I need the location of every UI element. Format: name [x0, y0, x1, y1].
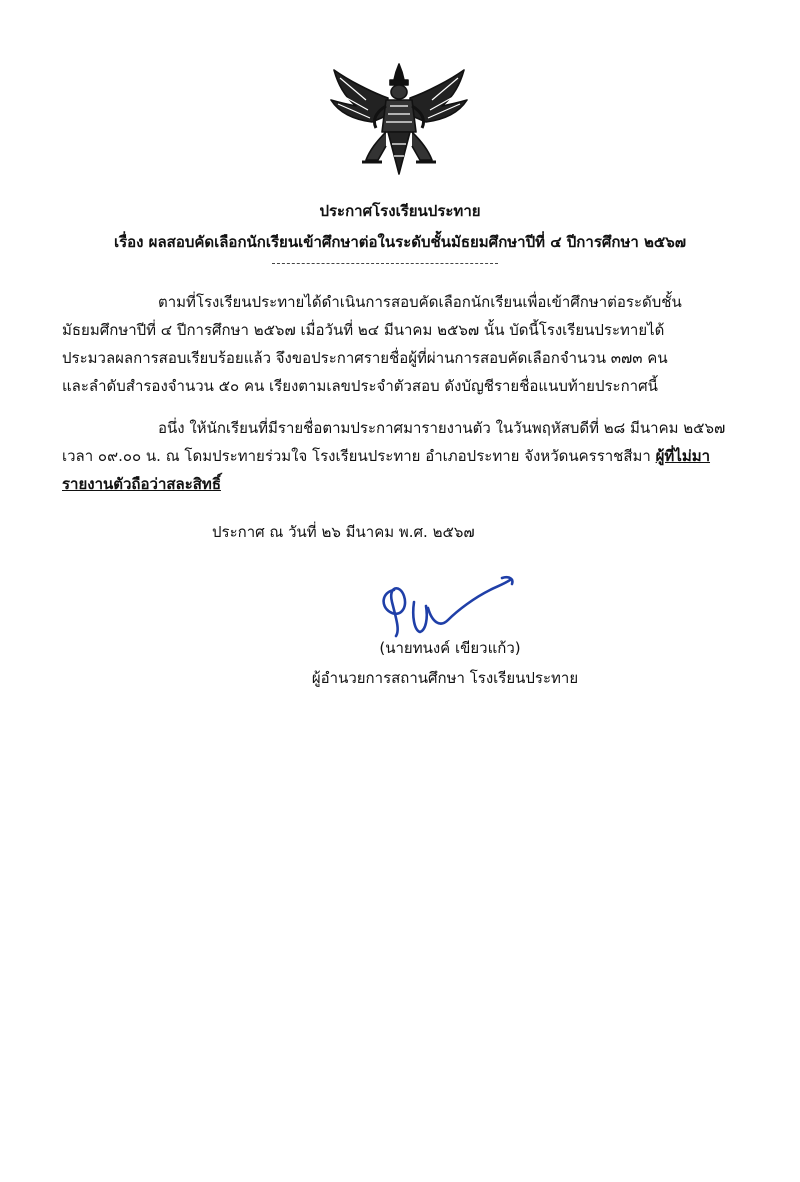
body-paragraph-2: [62, 414, 726, 498]
forfeit-warning: รายงานตัวถือว่าสละสิทธิ์: [62, 475, 221, 493]
paragraph-line: ตามที่โรงเรียนประทายได้ดำเนินการสอบคัดเลือกนักเรียนเพื่อเข้าศึกษาต่อระดับชั้น: [158, 293, 682, 311]
paragraph-line: [62, 442, 722, 470]
announcement-title: ประกาศโรงเรียนประทาย: [319, 202, 481, 220]
forfeit-warning: ผู้ที่ไม่มา: [655, 447, 711, 465]
paragraph-line: อนึ่ง ให้นักเรียนที่มีรายชื่อตามประกาศมารายงานตัว ในวันพฤหัสบดีที่ ๒๘ มีนาคม ๒๕๖๗: [158, 419, 726, 437]
garuda-emblem-icon: [326, 62, 472, 178]
paragraph-line: และลำดับสำรองจำนวน ๕๐ คน เรียงตามเลขประจำตัวสอบ ดังบัญชีรายชื่อแนบท้ายประกาศนี้: [62, 377, 658, 395]
announcement-date: ประกาศ ณ วันที่ ๒๖ มีนาคม พ.ศ. ๒๕๖๗: [212, 523, 475, 541]
signatory-name: (นายทนงค์ เขียวแก้ว): [379, 639, 521, 657]
handwritten-signature: [374, 572, 524, 642]
divider: [272, 263, 498, 264]
paragraph-text: เวลา ๐๙.๐๐ น. ณ โดมประทายร่วมใจ โรงเรียนประทาย อำเภอประทาย จังหวัดนครราชสีมา: [62, 447, 656, 465]
body-paragraph-1: [62, 288, 722, 400]
signatory-position: ผู้อำนวยการสถานศึกษา โรงเรียนประทาย: [311, 669, 579, 687]
paragraph-line: ประมวลผลการสอบเรียบร้อยแล้ว จึงขอประกาศรายชื่อผู้ที่ผ่านการสอบคัดเลือกจำนวน ๓๗๓ คน: [62, 349, 668, 367]
announcement-subject: เรื่อง ผลสอบคัดเลือกนักเรียนเข้าศึกษาต่อในระดับชั้นมัธยมศึกษาปีที่ ๔ ปีการศึกษา ๒๕๖๗: [113, 233, 687, 251]
announcement-header: [0, 196, 800, 258]
paragraph-line: มัธยมศึกษาปีที่ ๔ ปีการศึกษา ๒๕๖๗ เมื่อวันที่ ๒๔ มีนาคม ๒๕๖๗ นั้น บัดนี้โรงเรียนประทายได้: [62, 321, 665, 339]
